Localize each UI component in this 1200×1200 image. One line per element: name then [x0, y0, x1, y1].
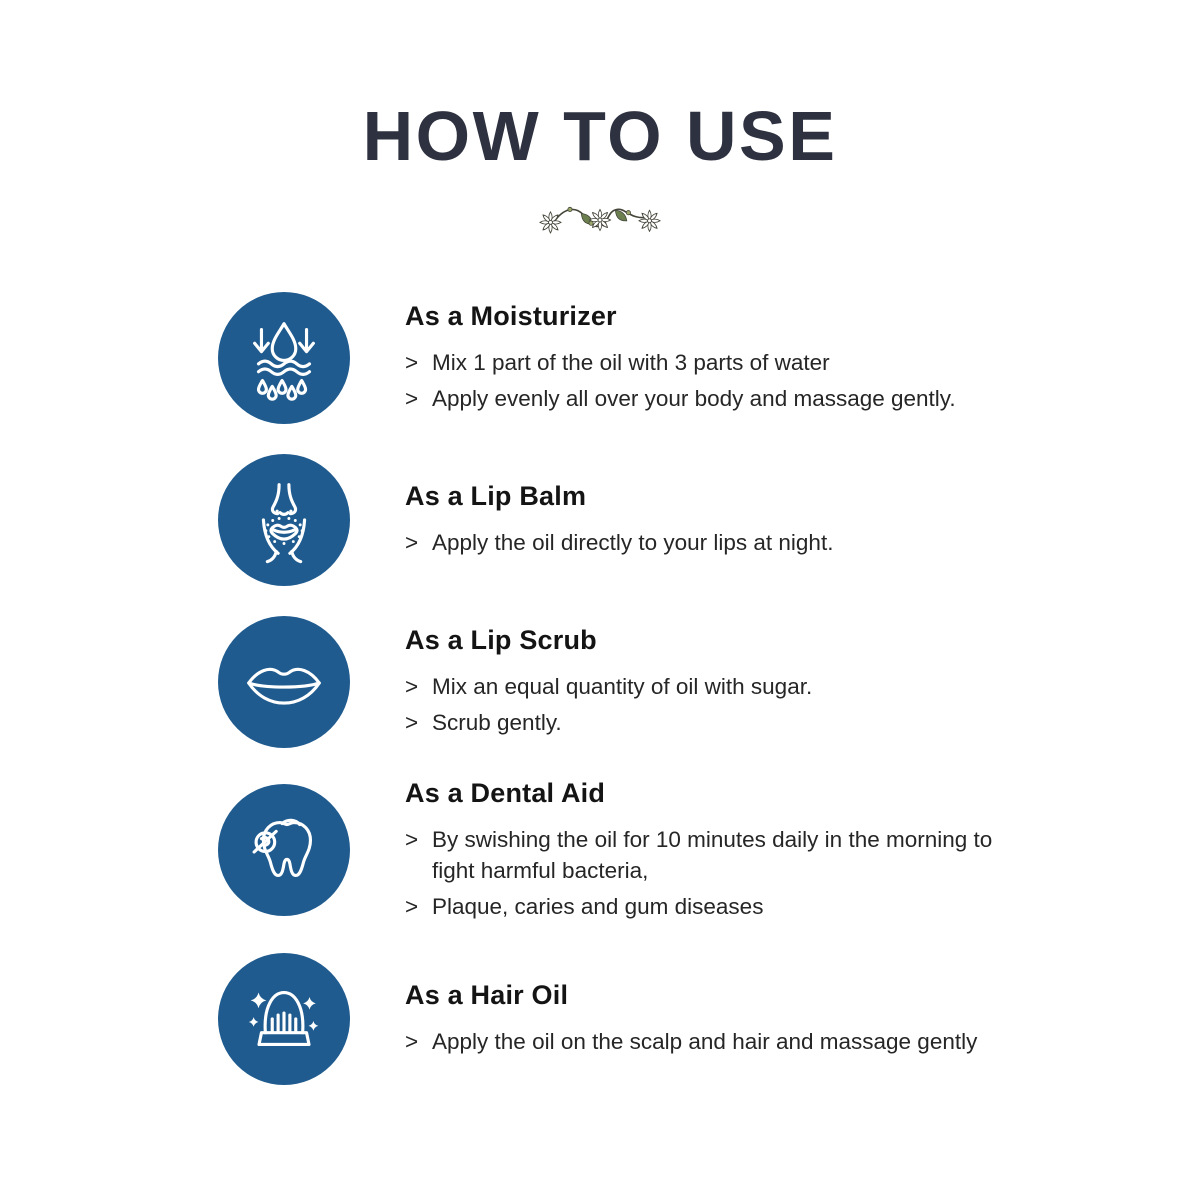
section-title: As a Dental Aid: [405, 777, 606, 808]
bullet-marker: >: [405, 826, 419, 852]
section-icon-circle: [218, 616, 350, 748]
bullet-item: [405, 707, 1025, 739]
section-icon-circle: [218, 953, 350, 1085]
section-icon-circle: [218, 784, 350, 916]
bullet-item: [405, 527, 1025, 559]
section-content: [405, 301, 1025, 415]
bullet-item: [405, 671, 1025, 703]
how-to-use-section: [218, 454, 1200, 586]
section-title: As a Lip Scrub: [405, 624, 597, 655]
bullet-marker: >: [405, 709, 419, 735]
section-title: As a Lip Balm: [405, 480, 587, 511]
bullet-marker: >: [405, 1029, 419, 1055]
section-icon-circle: [218, 292, 350, 424]
section-bullets: [405, 1026, 1025, 1058]
section-title: As a Moisturizer: [405, 300, 617, 331]
floral-vine-divider-icon: [531, 198, 669, 242]
flower: [589, 209, 610, 230]
bullet-item: [405, 347, 1025, 379]
bullet-marker: >: [405, 673, 419, 699]
how-to-use-section: [218, 292, 1200, 424]
bullet-item: [405, 383, 1025, 415]
bullet-item: [405, 824, 1025, 888]
bullet-marker: >: [405, 529, 419, 555]
section-bullets: [405, 671, 1025, 739]
bullet-text: Apply evenly all over your body and massage gently.: [432, 385, 956, 411]
bullet-text: Mix an equal quantity of oil with sugar.: [432, 673, 813, 699]
section-content: [405, 481, 1025, 559]
bullet-text: Scrub gently.: [432, 709, 562, 735]
moisture-drops-icon: [235, 309, 333, 407]
section-content: [405, 625, 1025, 739]
bullet-item: [405, 1026, 1025, 1058]
how-to-use-section: [218, 778, 1200, 924]
bullet-text: Apply the oil directly to your lips at night.: [432, 529, 834, 555]
section-bullets: [405, 824, 1025, 924]
flower: [540, 211, 561, 232]
flower: [639, 210, 660, 231]
section-icon-circle: [218, 454, 350, 586]
bullet-text: By swishing the oil for 10 minutes daily in the morning to fight harmful bacteria,: [432, 826, 993, 884]
lips-icon: [235, 633, 333, 731]
bullet-marker: >: [405, 894, 419, 920]
lower-face-lips-icon: [235, 471, 333, 569]
bullet-marker: >: [405, 349, 419, 375]
section-content: [405, 778, 1025, 924]
tooth-germ-icon: [235, 801, 333, 899]
section-bullets: [405, 347, 1025, 415]
bullet-item: [405, 891, 1025, 923]
how-to-use-section: [218, 616, 1200, 748]
hair-wig-sparkle-icon: [235, 970, 333, 1068]
bullet-text: Mix 1 part of the oil with 3 parts of water: [432, 349, 830, 375]
bullet-marker: >: [405, 385, 419, 411]
bullet-text: Apply the oil on the scalp and hair and massage gently: [432, 1029, 978, 1055]
section-bullets: [405, 527, 1025, 559]
sections-list: [0, 292, 1200, 1086]
section-title: As a Hair Oil: [405, 980, 569, 1011]
section-content: [405, 980, 1025, 1058]
page-title: HOW TO USE: [362, 97, 838, 175]
bullet-text: Plaque, caries and gum diseases: [432, 894, 764, 920]
how-to-use-section: [218, 953, 1200, 1085]
